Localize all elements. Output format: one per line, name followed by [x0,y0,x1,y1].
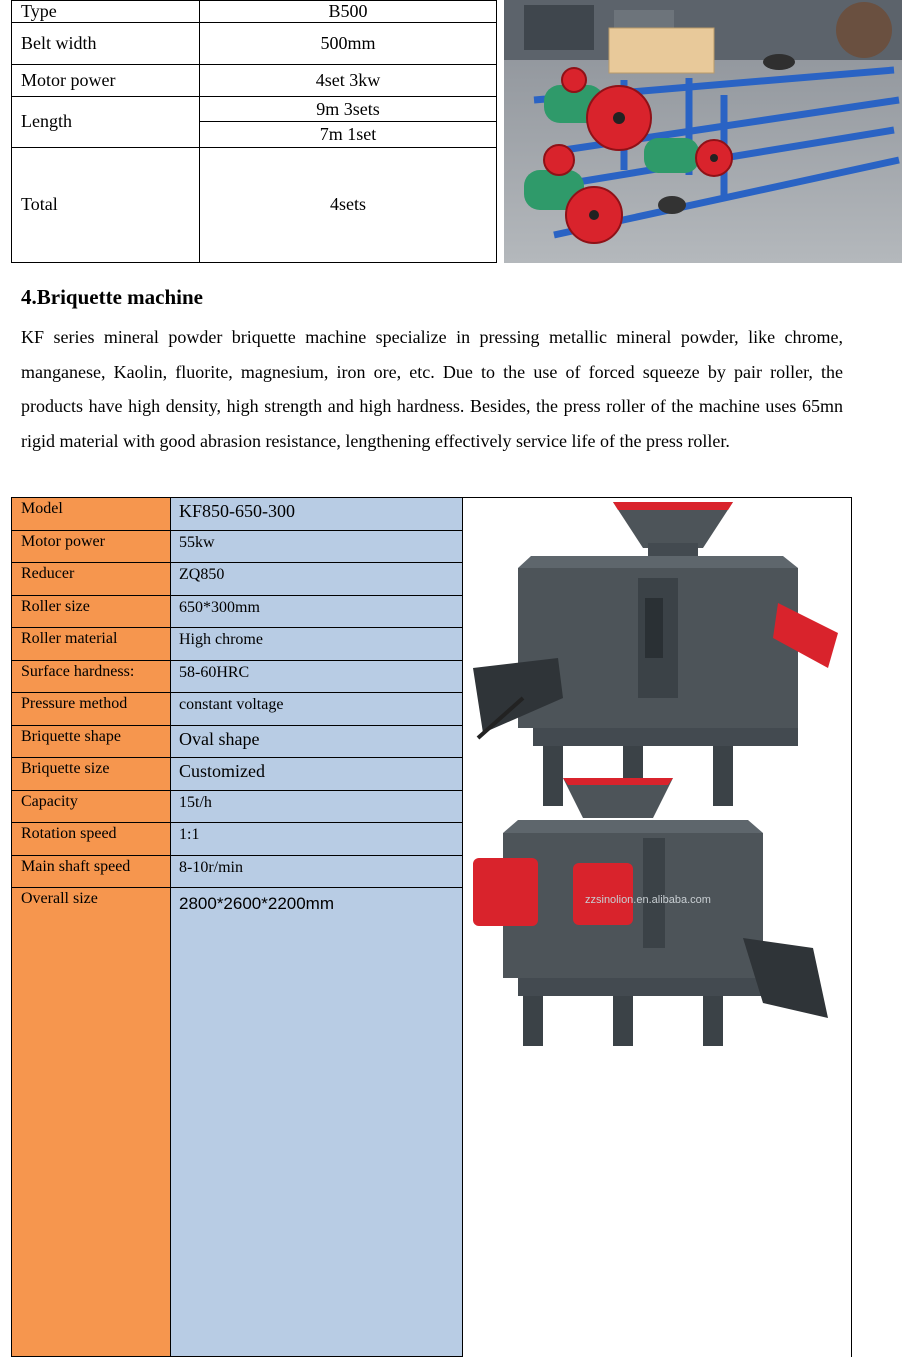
spec-value-pressure-method: constant voltage [171,693,463,726]
spec-label-roller-material: Roller material [12,628,171,661]
spec-value-overall-size: 2800*2600*2200mm [171,888,463,1357]
spec-value-rotation-speed: 1:1 [171,823,463,856]
belt-conveyor-photo [504,0,902,263]
spec-label-type: Type [12,1,200,23]
spec-value-reducer: ZQ850 [171,563,463,596]
conveyor-spec-table [11,0,497,263]
spec-value-type: B500 [200,1,497,23]
spec-label-total: Total [12,147,200,262]
spec-label-reducer: Reducer [12,563,171,596]
spec-label-overall-size: Overall size [12,888,171,1357]
spec-value-length-2: 7m 1set [200,122,497,147]
spec-label-briquette-shape: Briquette shape [12,725,171,758]
spec-value-main-shaft-speed: 8-10r/min [171,855,463,888]
spec-label-model: Model [12,498,171,531]
spec-label-motor-power: Motor power [12,65,200,97]
spec-label-belt-width: Belt width [12,23,200,65]
spec-value-motor-power: 55kw [171,530,463,563]
spec-label-capacity: Capacity [12,790,171,823]
spec-label-surface-hardness: Surface hardness: [12,660,171,693]
photo-watermark: zzsinolion.en.alibaba.com [585,894,711,906]
spec-value-briquette-size: Customized [171,758,463,791]
briquette-machine-photo [463,498,851,1358]
briquette-machine-spec-table [11,497,852,1357]
table-row [12,498,852,531]
spec-label-briquette-size: Briquette size [12,758,171,791]
spec-value-briquette-shape: Oval shape [171,725,463,758]
spec-label-main-shaft-speed: Main shaft speed [12,855,171,888]
spec-label-motor-power: Motor power [12,530,171,563]
spec-value-belt-width: 500mm [200,23,497,65]
section-heading: 4.Briquette machine [21,285,203,309]
spec-value-model: KF850-650-300 [171,498,463,531]
spec-label-pressure-method: Pressure method [12,693,171,726]
spec-value-surface-hardness: 58-60HRC [171,660,463,693]
spec-label-rotation-speed: Rotation speed [12,823,171,856]
spec-value-capacity: 15t/h [171,790,463,823]
spec-value-motor-power: 4set 3kw [200,65,497,97]
spec-value-total: 4sets [200,147,497,262]
spec-label-length: Length [12,97,200,147]
spec-value-length-1: 9m 3sets [200,97,497,122]
spec-label-roller-size: Roller size [12,595,171,628]
machine-photo-cell [463,498,852,1357]
section-paragraph: KF series mineral powder briquette machine specialize in pressing metallic mineral powder, like chrome, manganese, Kaolin, fluorite, magnesium, iron ore, etc. Due to the use of forced squeeze by pair roller, the products have high density, high strength and high hardness. Besides, the press roller of the machine uses 65mn rigid material with good abrasion resistance, lengthening effectively service life of the press roller. [21,327,843,451]
spec-value-roller-material: High chrome [171,628,463,661]
spec-value-roller-size: 650*300mm [171,595,463,628]
